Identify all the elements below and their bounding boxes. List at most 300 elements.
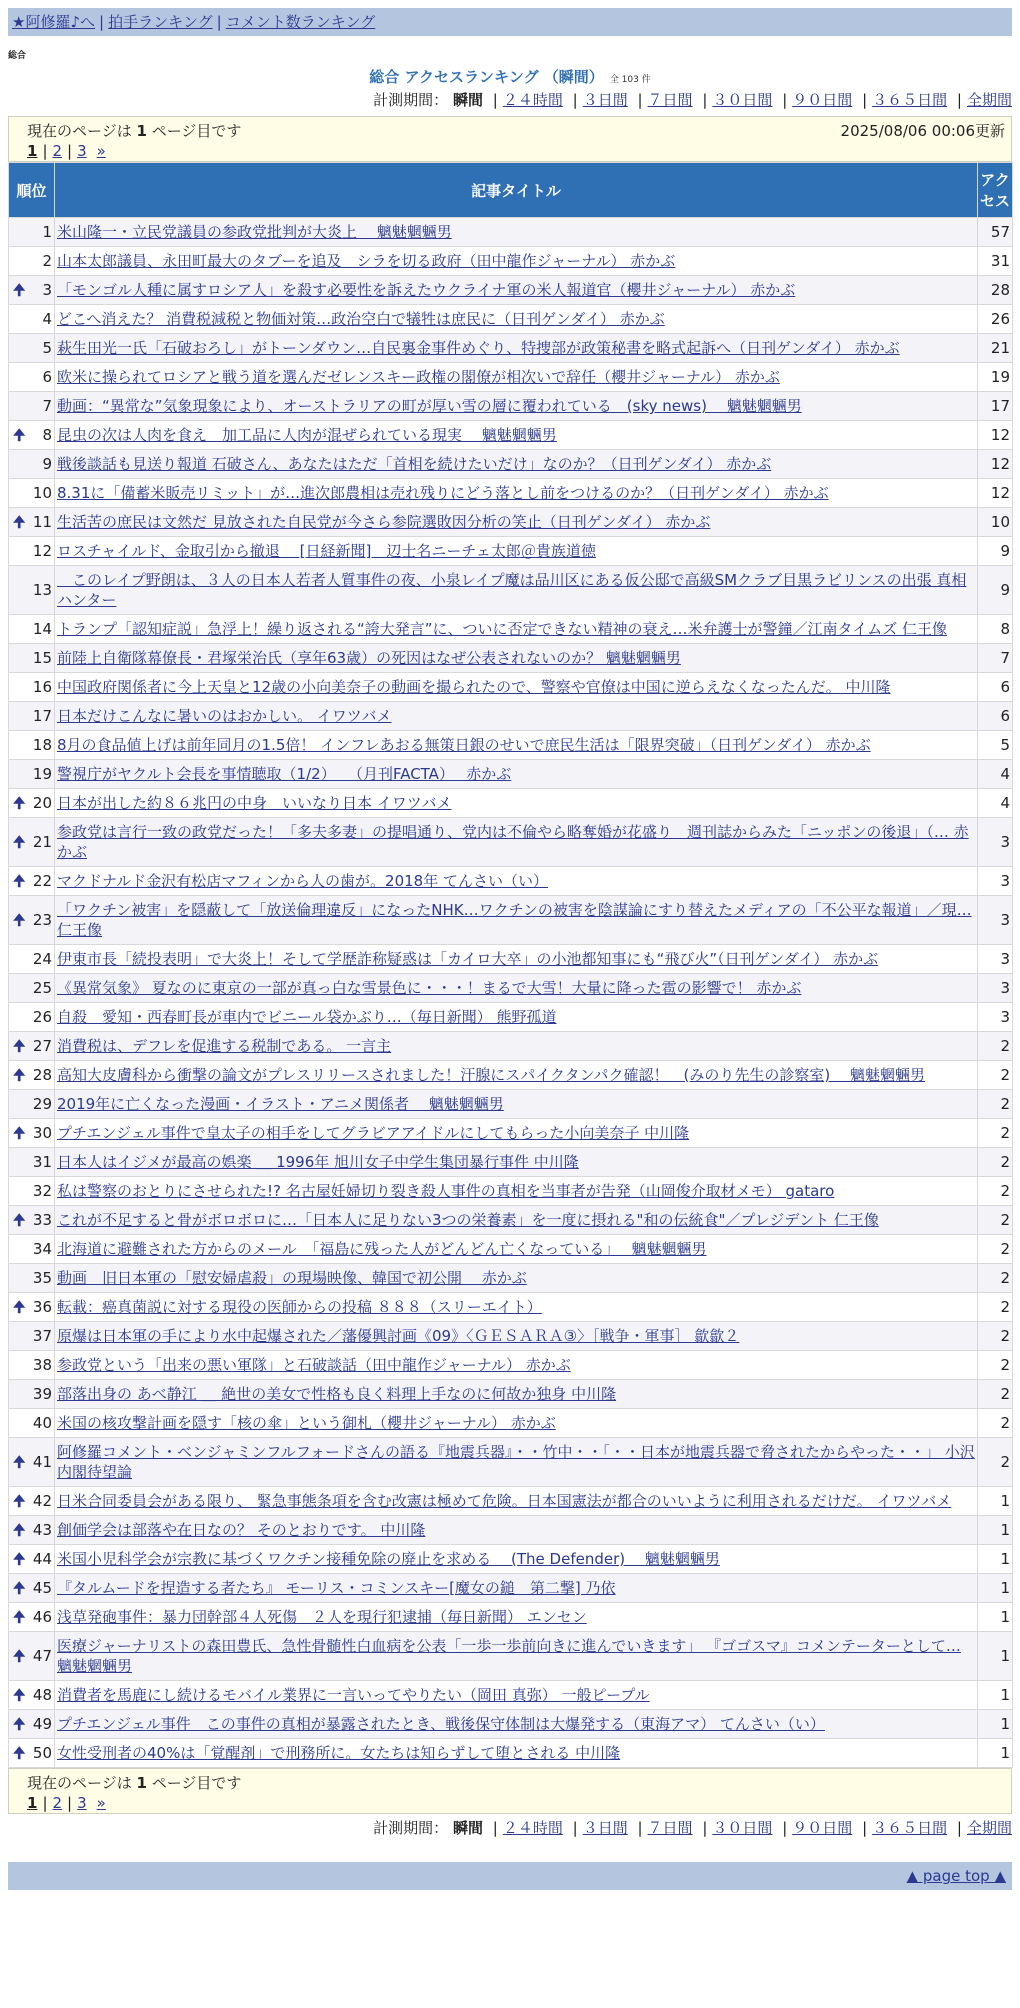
nav-link-comment-ranking[interactable]: コメント数ランキング	[225, 13, 376, 31]
table-row	[9, 392, 1013, 421]
rank-number: 33	[32, 1211, 52, 1229]
rank-number: 41	[32, 1453, 52, 1471]
table-row	[9, 702, 1013, 731]
title-cell	[55, 566, 978, 615]
rank-cell	[9, 1235, 55, 1264]
access-count: 8	[978, 615, 1013, 644]
page-link-3[interactable]: 3	[77, 1794, 87, 1812]
title-cell	[55, 1293, 978, 1322]
rank-cell	[9, 1003, 55, 1032]
access-count: 1	[978, 1487, 1013, 1516]
article-title-link[interactable]: 女性受刑者の40%は「覚醒剤」で刑務所に。女たちは知らずして堕とされる 中川隆	[57, 1744, 621, 1762]
rank-up-arrow-icon: 🠉	[13, 513, 26, 531]
access-count: 3	[978, 974, 1013, 1003]
table-row	[9, 305, 1013, 334]
rank-number: 38	[32, 1356, 52, 1374]
period-link-all[interactable]: 全期間	[966, 1819, 1012, 1837]
access-count: 5	[978, 731, 1013, 760]
rank-number: 39	[32, 1385, 52, 1403]
period-link-7d[interactable]: ７日間	[647, 91, 693, 109]
table-row	[9, 1322, 1013, 1351]
access-count: 2	[978, 1061, 1013, 1090]
table-row	[9, 1739, 1013, 1768]
rank-number: 47	[32, 1647, 52, 1665]
rank-up-arrow-icon: 🠉	[13, 872, 26, 890]
article-title-link[interactable]: これが不足すると骨がボロボロに…「日本人に足りない3つの栄養素」を一度に摂れる"和の伝統食"／プレジデント 仁王像	[57, 1211, 879, 1229]
rank-cell	[9, 421, 55, 450]
period-selector-bottom: 計測期間： 瞬間 | ２４時間 | ３日間 | ７日間 | ３０日間 | ９０日間 | ３６５日間 | 全期間	[373, 1819, 1012, 1837]
rank-cell	[9, 1177, 55, 1206]
article-title-link[interactable]: 「ワクチン被害」を隠蔽して「放送倫理違反」になったNHK…ワクチンの被害を陰謀論にすり替えたメディアの「不公平な報道」／現… 仁王像	[57, 901, 972, 939]
title-cell	[55, 974, 978, 1003]
rank-number: 46	[32, 1608, 52, 1626]
header-rank: 順位	[9, 163, 55, 218]
rank-number: 12	[32, 542, 52, 560]
table-row	[9, 1516, 1013, 1545]
table-row	[9, 1380, 1013, 1409]
rank-up-arrow-icon: 🠉	[13, 794, 26, 812]
rank-cell	[9, 1119, 55, 1148]
article-title-link[interactable]: 創価学会は部落や在日なの？ そのとおりです。 中川隆	[57, 1521, 426, 1539]
rank-up-arrow-icon: 🠉	[13, 1521, 26, 1539]
title-cell	[55, 1119, 978, 1148]
rank-number: 25	[32, 979, 52, 997]
rank-number: 17	[32, 707, 52, 725]
article-title-link[interactable]: 米山隆一・立民党議員の参政党批判が大炎上 魑魅魍魎男	[57, 223, 452, 241]
page-next-link[interactable]: »	[96, 142, 106, 160]
rank-number: 10	[32, 484, 52, 502]
title-cell	[55, 1003, 978, 1032]
table-row	[9, 896, 1013, 945]
table-row	[9, 789, 1013, 818]
rank-number: 29	[32, 1095, 52, 1113]
rank-cell	[9, 644, 55, 673]
title-cell	[55, 1438, 978, 1487]
rank-up-arrow-icon: 🠉	[13, 1492, 26, 1510]
rank-number: 44	[32, 1550, 52, 1568]
access-count: 1	[978, 1632, 1013, 1681]
rank-number: 49	[32, 1715, 52, 1733]
period-link-24h[interactable]: ２４時間	[502, 1819, 563, 1837]
rank-cell	[9, 789, 55, 818]
rank-cell	[9, 1681, 55, 1710]
access-count: 3	[978, 896, 1013, 945]
period-link-3d[interactable]: ３日間	[582, 1819, 628, 1837]
access-count: 6	[978, 673, 1013, 702]
access-count: 12	[978, 450, 1013, 479]
rank-number: 20	[32, 794, 52, 812]
page-top-link[interactable]: ▲ page top ▲	[906, 1867, 1006, 1885]
article-title-link[interactable]: 浅草発砲事件：暴力団幹部４人死傷 ２人を現行犯逮捕（毎日新聞） エンセン	[57, 1608, 587, 1626]
rank-cell	[9, 818, 55, 867]
rank-number: 32	[32, 1182, 52, 1200]
table-row	[9, 760, 1013, 789]
table-row	[9, 673, 1013, 702]
table-row	[9, 731, 1013, 760]
article-title-link[interactable]: 動画：“異常な”気象現象により、オーストラリアの町が厚い雪の層に覆われている (sky news) 魑魅魍魎男	[57, 397, 802, 415]
title-cell	[55, 1177, 978, 1206]
title-cell	[55, 247, 978, 276]
period-selector-top: 計測期間： 瞬間 | ２４時間 | ３日間 | ７日間 | ３０日間 | ９０日間 | ３６５日間 | 全期間	[373, 91, 1012, 109]
table-row	[9, 1409, 1013, 1438]
rank-cell	[9, 276, 55, 305]
access-count: 7	[978, 644, 1013, 673]
rank-up-arrow-icon: 🠉	[13, 833, 26, 851]
article-title-link[interactable]: 日本人はイジメが最高の娯楽 ＿ 1996年 旭川女子中学生集団暴行事件 中川隆	[57, 1153, 579, 1171]
title-cell	[55, 867, 978, 896]
rank-number: 45	[32, 1579, 52, 1597]
access-count: 12	[978, 421, 1013, 450]
title-cell	[55, 508, 978, 537]
access-count: 1	[978, 1574, 1013, 1603]
rank-cell	[9, 1322, 55, 1351]
table-row	[9, 1206, 1013, 1235]
table-row	[9, 644, 1013, 673]
rank-cell	[9, 615, 55, 644]
table-row	[9, 1710, 1013, 1739]
title-cell	[55, 818, 978, 867]
access-count: 2	[978, 1351, 1013, 1380]
title-cell	[55, 673, 978, 702]
article-title-link[interactable]: 北海道に避難された方からのメール 「福島に残った人がどんどん亡くなっている」 魑魅魍魎男	[57, 1240, 707, 1258]
article-title-link[interactable]: 戦後談話も見送り報道 石破さん、あなたはただ「首相を続けたいだけ」なのか？（日刊ゲンダイ） 赤かぶ	[57, 455, 772, 473]
title-cell	[55, 1264, 978, 1293]
page-current: 1	[27, 142, 38, 160]
rank-up-arrow-icon: 🠉	[13, 1744, 26, 1762]
table-row	[9, 1632, 1013, 1681]
rank-up-arrow-icon: 🠉	[13, 281, 26, 299]
article-title-link[interactable]: プチエンジェル事件で皇太子の相手をしてグラビアアイドルにしてもらった小向美奈子 中川隆	[57, 1124, 690, 1142]
rank-number: 19	[32, 765, 52, 783]
title-cell	[55, 1710, 978, 1739]
rank-cell	[9, 1438, 55, 1487]
article-title-link[interactable]: 日本だけこんなに暑いのはおかしい。 イワツバメ	[57, 707, 392, 725]
period-label: 計測期間：	[373, 91, 449, 109]
page-next-link[interactable]: »	[96, 1794, 106, 1812]
period-link-3d[interactable]: ３日間	[582, 91, 628, 109]
table-row	[9, 1574, 1013, 1603]
access-count: 3	[978, 945, 1013, 974]
rank-cell	[9, 566, 55, 615]
title-cell	[55, 1235, 978, 1264]
rank-up-arrow-icon: 🠉	[13, 1298, 26, 1316]
article-title-link[interactable]: 自殺 愛知・西春町長が車内でビニール袋かぶり…（毎日新聞） 熊野孤道	[57, 1008, 557, 1026]
rank-cell	[9, 1206, 55, 1235]
rank-up-arrow-icon: 🠉	[13, 1066, 26, 1084]
article-title-link[interactable]: 日米合同委員会がある限り、 緊急事態条項を含む改憲は極めて危険。日本国憲法が都合のいいように利用されるだけだ。 イワツバメ	[57, 1492, 952, 1510]
article-title-link[interactable]: マクドナルド金沢有松店マフィンから人の歯が。2018年 てんさい（い）	[57, 872, 548, 890]
page-status: 現在のページは 1 ページ目です	[27, 122, 242, 140]
title-cell	[55, 1351, 978, 1380]
nav-link-asyura[interactable]: ★阿修羅♪へ	[12, 13, 96, 31]
table-row	[9, 334, 1013, 363]
rank-number: 3	[42, 281, 52, 299]
title-cell	[55, 702, 978, 731]
rank-cell	[9, 1148, 55, 1177]
title-cell	[55, 789, 978, 818]
table-row	[9, 945, 1013, 974]
access-count: 2	[978, 1148, 1013, 1177]
rank-up-arrow-icon: 🠉	[13, 1453, 26, 1471]
header-access: アクセス	[978, 163, 1013, 218]
access-count: 2	[978, 1409, 1013, 1438]
table-row	[9, 1681, 1013, 1710]
period-link-365d[interactable]: ３６５日間	[872, 91, 948, 109]
article-title-link[interactable]: 萩生田光一氏「石破おろし」がトーンダウン…自民裏金事件めぐり、特捜部が政策秘書を略式起訴へ（日刊ゲンダイ） 赤かぶ	[57, 339, 900, 357]
table-row	[9, 1603, 1013, 1632]
article-title-link[interactable]: 警視庁がヤクルト会長を事情聴取（1/2） （月刊FACTA） 赤かぶ	[57, 765, 512, 783]
rank-cell	[9, 508, 55, 537]
updated-timestamp: 2025/08/06 00:06更新	[840, 122, 1005, 140]
period-link-30d[interactable]: ３０日間	[712, 91, 773, 109]
article-title-link[interactable]: 『タルムードを捏造する者たち』 モーリス・コミンスキー[魔女の鎚 第二撃] 乃依	[57, 1579, 616, 1597]
nav-separator: |	[99, 13, 105, 31]
article-title-link[interactable]: 前陸上自衛隊幕僚長・君塚栄治氏（享年63歳）の死因はなぜ公表されないのか？ 魑魅魍魎男	[57, 649, 681, 667]
rank-up-arrow-icon: 🠉	[13, 1686, 26, 1704]
table-row	[9, 1032, 1013, 1061]
rank-cell	[9, 450, 55, 479]
title-cell	[55, 1380, 978, 1409]
table-row	[9, 1177, 1013, 1206]
rank-cell	[9, 1090, 55, 1119]
section-label: 総合	[8, 51, 27, 61]
title-cell	[55, 421, 978, 450]
rank-up-arrow-icon: 🠉	[13, 1579, 26, 1597]
footer-bar	[8, 1862, 1012, 1890]
rank-cell	[9, 334, 55, 363]
title-cell	[55, 1681, 978, 1710]
rank-number: 50	[32, 1744, 52, 1762]
title-cell	[55, 392, 978, 421]
access-count: 2	[978, 1090, 1013, 1119]
rank-number: 24	[32, 950, 52, 968]
rank-cell	[9, 974, 55, 1003]
title-cell	[55, 363, 978, 392]
article-title-link[interactable]: 動画 旧日本軍の「慰安婦虐殺」の現場映像、韓国で初公開 赤かぶ	[57, 1269, 527, 1287]
article-title-link[interactable]: 阿修羅コメント・ベンジャミンフルフォードさんの語る『地震兵器』・・竹中・・「・・日本が地震兵器で脅されたからやった・・」 小沢内閣待望論	[57, 1443, 975, 1481]
ranking-table	[8, 162, 1013, 1768]
title-cell	[55, 731, 978, 760]
page-link-3[interactable]: 3	[77, 142, 87, 160]
access-count: 4	[978, 789, 1013, 818]
rank-cell	[9, 731, 55, 760]
rank-cell	[9, 1574, 55, 1603]
rank-cell	[9, 305, 55, 334]
title-cell	[55, 945, 978, 974]
rank-number: 13	[32, 581, 52, 599]
access-count: 2	[978, 1322, 1013, 1351]
rank-up-arrow-icon: 🠉	[13, 1037, 26, 1055]
table-row	[9, 1148, 1013, 1177]
rank-number: 22	[32, 872, 52, 890]
access-count: 4	[978, 760, 1013, 789]
period-link-all[interactable]: 全期間	[966, 91, 1012, 109]
article-title-link[interactable]: 「モンゴル人種に属すロシア人」を殺す必要性を訴えたウクライナ軍の米人報道官（櫻井ジャーナル） 赤かぶ	[57, 281, 796, 299]
access-count: 1	[978, 1681, 1013, 1710]
rank-number: 4	[42, 310, 52, 328]
title-cell	[55, 1148, 978, 1177]
page-status: 現在のページは 1 ページ目です	[27, 1774, 242, 1792]
nav-separator: |	[216, 13, 222, 31]
page-current: 1	[27, 1794, 38, 1812]
table-row	[9, 537, 1013, 566]
article-title-link[interactable]: 2019年に亡くなった漫画・イラスト・アニメ関係者 魑魅魍魎男	[57, 1095, 504, 1113]
access-count: 3	[978, 867, 1013, 896]
title-cell	[55, 1032, 978, 1061]
title-cell	[55, 1409, 978, 1438]
title-cell	[55, 760, 978, 789]
title-cell	[55, 1632, 978, 1681]
article-title-link[interactable]: 部落出身の あべ静江 ＿ 絶世の美女で性格も良く料理上手なのに何故か独身 中川隆	[57, 1385, 617, 1403]
pager-bottom: 現在のページは 1 ページ目です 1 | 2 | 3 »	[8, 1768, 1012, 1814]
article-title-link[interactable]: 米国小児科学会が宗教に基づくワクチン接種免除の廃止を求める (The Defender) 魑魅魍魎男	[57, 1550, 720, 1568]
item-count: 全 103 件	[609, 75, 651, 85]
rank-cell	[9, 537, 55, 566]
period-link-30d[interactable]: ３０日間	[712, 1819, 773, 1837]
header-title: 記事タイトル	[55, 163, 978, 218]
rank-number: 28	[32, 1066, 52, 1084]
access-count: 28	[978, 276, 1013, 305]
access-count: 12	[978, 479, 1013, 508]
title-cell	[55, 615, 978, 644]
table-row	[9, 566, 1013, 615]
article-title-link[interactable]: 日本が出した約８６兆円の中身 いいなり日本 イワツバメ	[57, 794, 452, 812]
rank-cell	[9, 896, 55, 945]
rank-cell	[9, 1710, 55, 1739]
rank-number: 34	[32, 1240, 52, 1258]
article-title-link[interactable]: 山本太郎議員、永田町最大のタブーを追及 シラを切る政府（田中龍作ジャーナル） 赤かぶ	[57, 252, 676, 270]
rank-number: 35	[32, 1269, 52, 1287]
period-label: 計測期間：	[373, 1819, 449, 1837]
rank-number: 26	[32, 1008, 52, 1026]
access-count: 2	[978, 1293, 1013, 1322]
access-count: 2	[978, 1235, 1013, 1264]
access-count: 10	[978, 508, 1013, 537]
period-link-90d[interactable]: ９０日間	[792, 91, 853, 109]
article-title-link[interactable]: 医療ジャーナリストの森田豊氏、急性骨髄性白血病を公表「一歩一歩前向きに進んでいきます」 『ゴゴスマ』コメンテーターとして… 魑魅魍魎男	[57, 1637, 961, 1675]
table-row	[9, 1235, 1013, 1264]
rank-up-arrow-icon: 🠉	[13, 1608, 26, 1626]
rank-number: 9	[42, 455, 52, 473]
table-row	[9, 1264, 1013, 1293]
article-title-link[interactable]: 昆虫の次は人肉を食え 加工品に人肉が混ぜられている現実 魑魅魍魎男	[57, 426, 557, 444]
rank-cell	[9, 1739, 55, 1768]
access-count: 2	[978, 1380, 1013, 1409]
article-title-link[interactable]: ロスチャイルド、金取引から撤退 [日経新聞] 辺士名ニーチェ太郎＠貴族道徳	[57, 542, 596, 560]
rank-cell	[9, 1351, 55, 1380]
rank-number: 7	[42, 397, 52, 415]
access-count: 19	[978, 363, 1013, 392]
article-title-link[interactable]: 消費税は、デフレを促進する税制である。 一言主	[57, 1037, 392, 1055]
access-count: 1	[978, 1603, 1013, 1632]
access-count: 2	[978, 1032, 1013, 1061]
title-cell	[55, 1206, 978, 1235]
title-cell	[55, 305, 978, 334]
title-cell	[55, 1574, 978, 1603]
title-cell	[55, 1322, 978, 1351]
article-title-link[interactable]: 生活苦の庶民は文然だ 見放された自民党が今さら参院選敗因分析の笑止（日刊ゲンダイ） 赤かぶ	[57, 513, 711, 531]
table-row	[9, 1293, 1013, 1322]
access-count: 2	[978, 1438, 1013, 1487]
access-count: 3	[978, 818, 1013, 867]
article-title-link[interactable]: 原爆は日本軍の手により水中起爆された／藩優興討画《09》〈ＧＥＳＡＲＡ③〉［戦争・軍事］ 歙歙２	[57, 1327, 740, 1345]
table-row	[9, 1545, 1013, 1574]
period-link-365d[interactable]: ３６５日間	[872, 1819, 948, 1837]
nav-link-clap-ranking[interactable]: 拍手ランキング	[108, 13, 213, 31]
table-row	[9, 508, 1013, 537]
rank-number: 30	[32, 1124, 52, 1142]
article-title-link[interactable]: 8月の食品値上げは前年同月の1.5倍！ インフレあおる無策日銀のせいで庶民生活は「限界突破」（日刊ゲンダイ） 赤かぶ	[57, 736, 871, 754]
access-count: 26	[978, 305, 1013, 334]
rank-cell	[9, 479, 55, 508]
title-cell	[55, 896, 978, 945]
access-count: 9	[978, 537, 1013, 566]
rank-up-arrow-icon: 🠉	[13, 1211, 26, 1229]
table-row	[9, 276, 1013, 305]
rank-cell	[9, 1409, 55, 1438]
access-count: 1	[978, 1739, 1013, 1768]
article-title-link[interactable]: 消費者を馬鹿にし続けるモバイル業界に一言いってやりたい（岡田 真弥） 一般ピープル	[57, 1686, 650, 1704]
page-link-2[interactable]: 2	[52, 142, 63, 160]
article-title-link[interactable]: 高知大皮膚科から衝撃の論文がプレスリリースされました！汗腺にスパイクタンパク確認！ (みのり先生の診察室) 魑魅魍魎男	[57, 1066, 926, 1084]
period-current: 瞬間	[452, 1819, 483, 1837]
article-title-link[interactable]: どこへ消えた？ 消費税減税と物価対策…政治空白で犠牲は庶民に（日刊ゲンダイ） 赤かぶ	[57, 310, 665, 328]
rank-cell	[9, 1516, 55, 1545]
article-title-link[interactable]: このレイプ野朗は、３人の日本人若者人質事件の夜、小泉レイプ魔は品川区にある仮公邸で高級SMクラブ目黒ラビリンスの出張 真相ハンター	[57, 571, 967, 609]
article-title-link[interactable]: 《異常気象》 夏なのに東京の一部が真っ白な雪景色に・・・！まるで大雪！大量に降った雹の影響で！ 赤かぶ	[57, 979, 802, 997]
article-title-link[interactable]: 8.31に「備蓄米販売リミット」が…進次郎農相は売れ残りにどう落とし前をつけるのか？（日刊ゲンダイ） 赤かぶ	[57, 484, 829, 502]
title-cell	[55, 1603, 978, 1632]
rank-cell	[9, 867, 55, 896]
period-link-24h[interactable]: ２４時間	[502, 91, 563, 109]
period-link-90d[interactable]: ９０日間	[792, 1819, 853, 1837]
table-row	[9, 247, 1013, 276]
rank-cell	[9, 247, 55, 276]
rank-up-arrow-icon: 🠉	[13, 1124, 26, 1142]
article-title-link[interactable]: 転載：癌真菌説に対する現役の医師からの投稿 ８８８（スリーエイト）	[57, 1298, 542, 1316]
article-title-link[interactable]: 中国政府関係者に今上天皇と12歳の小向美奈子の動画を撮られたので、警察や官僚は中国に逆らえなくなったんだ。 中川隆	[57, 678, 891, 696]
table-row	[9, 818, 1013, 867]
access-count: 1	[978, 1516, 1013, 1545]
page-title-text: 総合 アクセスランキング （瞬間）	[369, 68, 604, 86]
rank-up-arrow-icon: 🠉	[13, 911, 26, 929]
period-current: 瞬間	[452, 91, 483, 109]
rank-number: 1	[42, 223, 52, 241]
ranking-table-body	[9, 218, 1013, 1768]
rank-number: 27	[32, 1037, 52, 1055]
article-title-link[interactable]: 欧米に操られてロシアと戦う道を選んだゼレンスキー政権の閣僚が相次いで辞任（櫻井ジャーナル） 赤かぶ	[57, 368, 780, 386]
period-link-7d[interactable]: ７日間	[647, 1819, 693, 1837]
article-title-link[interactable]: 参政党という「出来の悪い軍隊」と石破談話（田中龍作ジャーナル） 赤かぶ	[57, 1356, 571, 1374]
title-cell	[55, 1061, 978, 1090]
article-title-link[interactable]: 私は警察のおとりにさせられた!? 名古屋妊婦切り裂き殺人事件の真相を当事者が告発（山岡俊介取材メモ） gataro	[57, 1182, 835, 1200]
title-cell	[55, 1739, 978, 1768]
rank-number: 16	[32, 678, 52, 696]
article-title-link[interactable]: 米国の核攻撃計画を隠す「核の傘」という御札（櫻井ジャーナル） 赤かぶ	[57, 1414, 556, 1432]
table-row	[9, 218, 1013, 247]
article-title-link[interactable]: トランプ「認知症説」急浮上！繰り返される“誇大発言”に、ついに否定できない精神の衰え…米弁護士が警鐘／江南タイムズ 仁王像	[57, 620, 948, 638]
article-title-link[interactable]: 伊東市長「続投表明」で大炎上！そして学歴詐称疑惑は「カイロ大卒」の小池都知事にも“飛び火”（日刊ゲンダイ） 赤かぶ	[57, 950, 879, 968]
table-row	[9, 974, 1013, 1003]
table-row	[9, 363, 1013, 392]
article-title-link[interactable]: 参政党は言行一致の政党だった！「多夫多妻」の提唱通り、党内は不倫やら略奪婚が花盛り 週刊誌からみた「ニッポンの後退」（… 赤かぶ	[57, 823, 969, 861]
rank-cell	[9, 1632, 55, 1681]
article-title-link[interactable]: プチエンジェル事件 この事件の真相が暴露されたとき、戦後保守体制は大爆発する（東海アマ） てんさい（い）	[57, 1715, 825, 1733]
title-cell	[55, 276, 978, 305]
title-cell	[55, 1090, 978, 1119]
page-link-2[interactable]: 2	[52, 1794, 63, 1812]
table-row	[9, 1061, 1013, 1090]
